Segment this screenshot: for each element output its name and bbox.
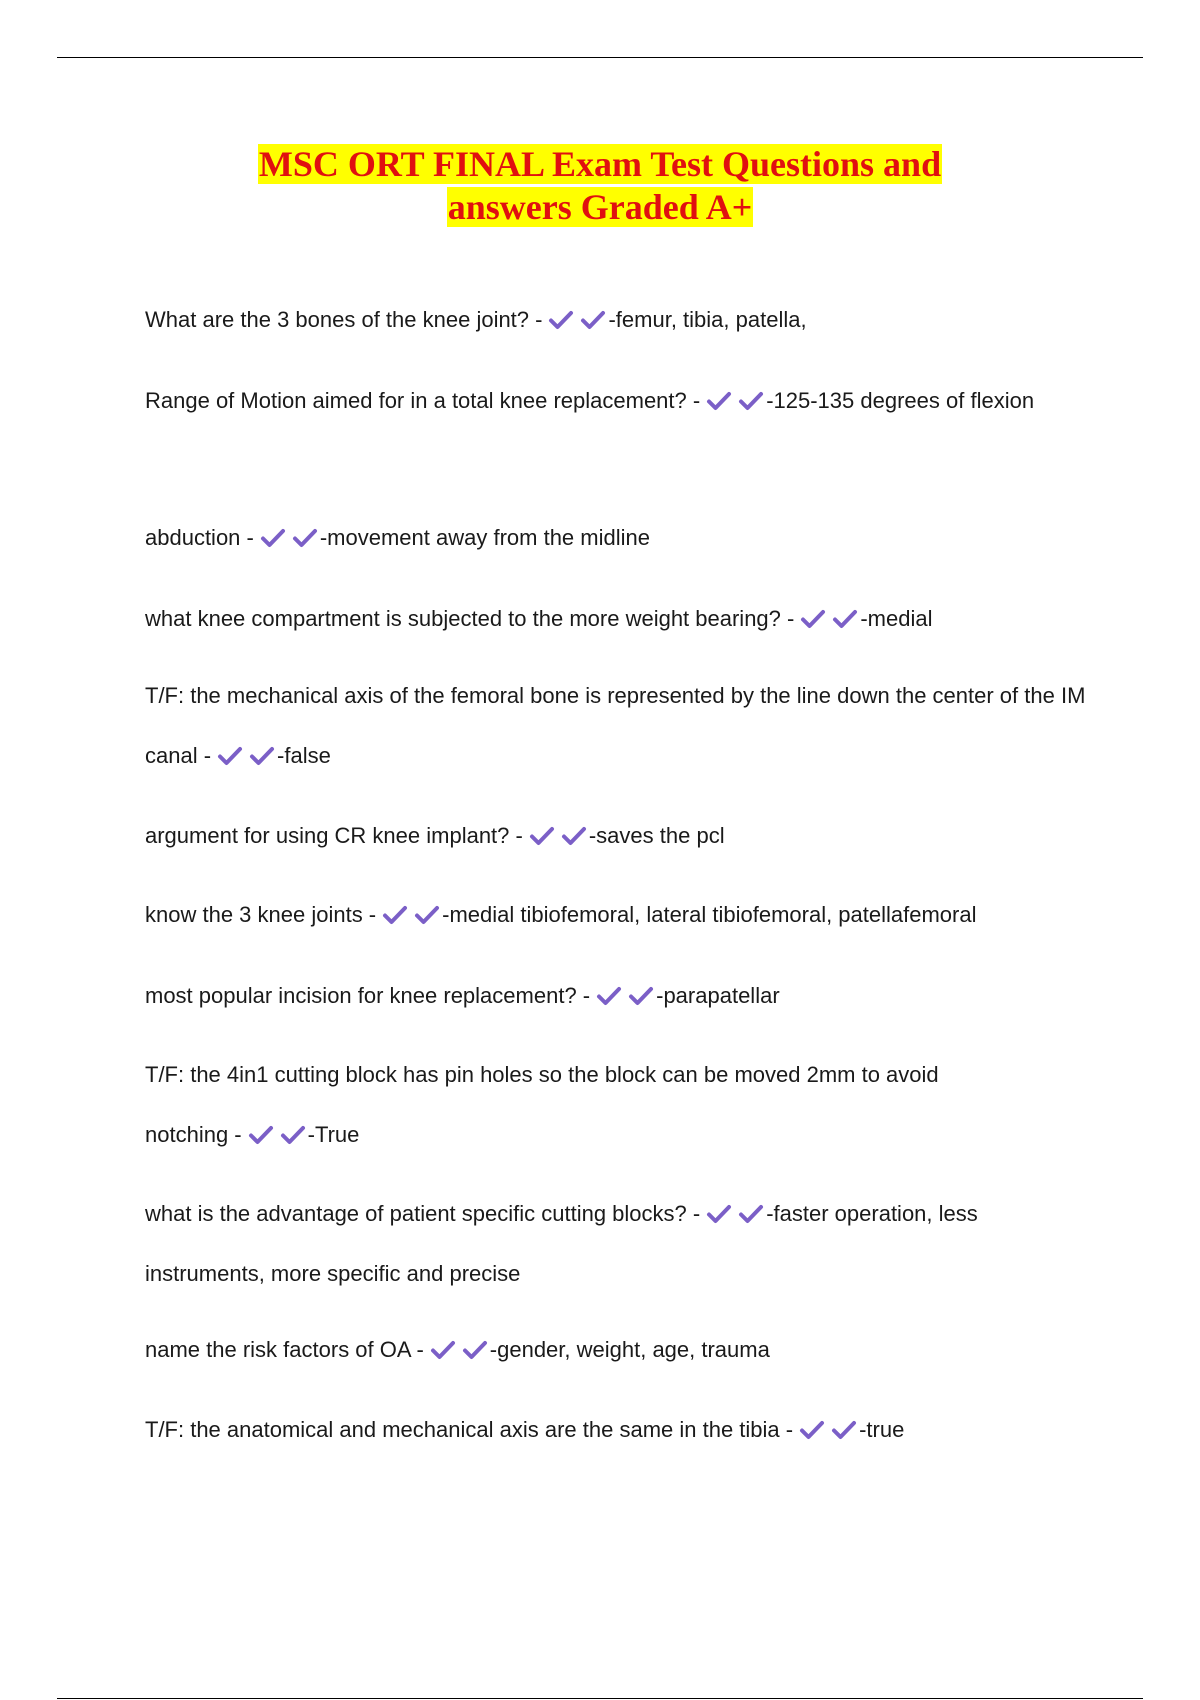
question-text: what is the advantage of patient specific cutting blocks? - [145,1201,701,1226]
check-icon [832,609,858,629]
qa-item-6 [145,806,1085,866]
qa-item-9 [145,1045,1025,1165]
top-divider [57,57,1143,58]
question-text: name the risk factors of OA - [145,1337,424,1362]
title-line-1: MSC ORT FINAL Exam Test Questions and [258,144,942,184]
title-line-2: answers Graded A+ [447,187,753,227]
question-text: abduction - [145,525,254,550]
qa-item-4 [145,589,1085,649]
question-text: know the 3 knee joints - [145,902,377,927]
check-icon [628,986,654,1006]
qa-item-1 [145,290,1085,350]
question-text: Range of Motion aimed for in a total knee replacement? - [145,388,701,413]
check-icon [430,1340,456,1360]
page-title [0,143,1200,229]
check-icon [529,826,555,846]
check-icon [260,528,286,548]
check-icon [738,391,764,411]
answer-text: -medial [860,606,933,631]
answer-text: -movement away from the midline [319,525,650,550]
bottom-divider [57,1698,1143,1699]
check-icon [292,528,318,548]
check-icon [831,1420,857,1440]
check-icon [738,1204,764,1224]
question-text: what knee compartment is subjected to the more weight bearing? - [145,606,795,631]
check-icon [800,609,826,629]
check-icon [217,746,243,766]
check-icon [249,746,275,766]
check-icon [382,905,408,925]
qa-item-7 [145,885,1085,945]
check-icon [706,391,732,411]
check-icon [414,905,440,925]
qa-item-10 [145,1184,1080,1304]
qa-item-5 [145,666,1090,786]
check-icon [561,826,587,846]
qa-item-2 [145,371,1070,431]
answer-text: -gender, weight, age, trauma [489,1337,770,1362]
qa-item-3 [145,508,1085,568]
answer-text: -false [277,743,331,768]
question-text: argument for using CR knee implant? - [145,823,523,848]
answer-text: -True [307,1122,360,1147]
answer-text: -saves the pcl [588,823,725,848]
check-icon [548,310,574,330]
answer-text: -125-135 degrees of flexion [766,388,1035,413]
check-icon [799,1420,825,1440]
question-text: T/F: the 4in1 cutting block has pin holes so the block can be moved 2mm to avoid notching - [145,1062,939,1147]
answer-text: -femur, tibia, patella, [608,307,807,332]
question-text: What are the 3 bones of the knee joint? - [145,307,543,332]
qa-item-8 [145,966,1085,1026]
answer-text: -faster operation, less instruments, more specific and precise [145,1201,978,1286]
question-text: T/F: the anatomical and mechanical axis are the same in the tibia - [145,1417,794,1442]
check-icon [248,1125,274,1145]
qa-item-12 [145,1400,1085,1460]
question-text: T/F: the mechanical axis of the femoral bone is represented by the line down the center of the IM canal - [145,683,1086,768]
check-icon [706,1204,732,1224]
answer-text: -parapatellar [656,983,780,1008]
qa-item-11 [145,1320,1085,1380]
check-icon [280,1125,306,1145]
check-icon [462,1340,488,1360]
question-text: most popular incision for knee replacement? - [145,983,591,1008]
check-icon [580,310,606,330]
answer-text: -true [859,1417,905,1442]
answer-text: -medial tibiofemoral, lateral tibiofemoral, patellafemoral [442,902,977,927]
check-icon [596,986,622,1006]
